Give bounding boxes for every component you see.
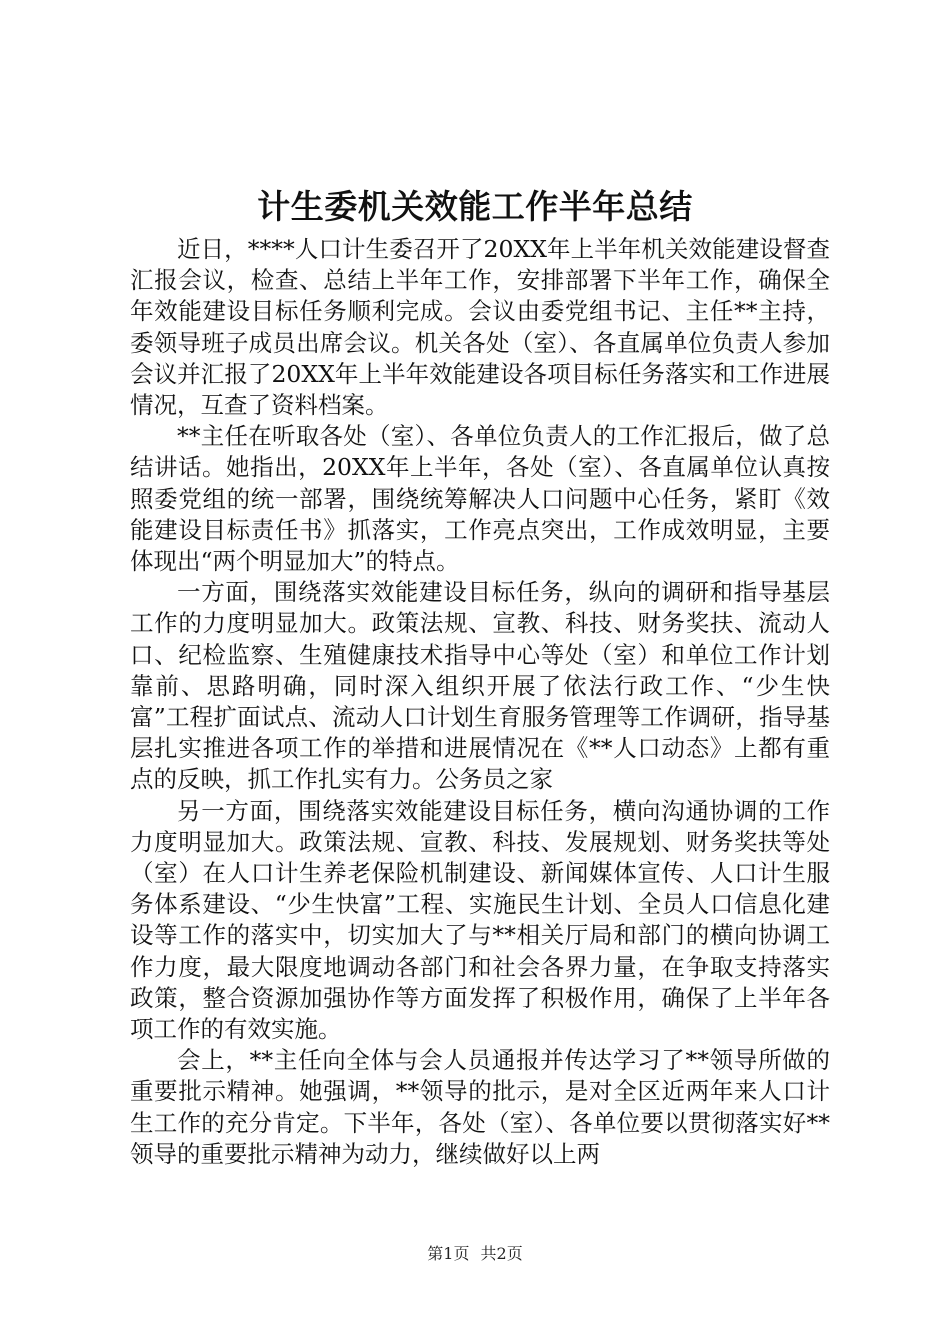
document-body: [130, 234, 830, 1170]
paragraph-5: 会上，**主任向全体与会人员通报并传达学习了**领导所做的重要批示精神。她强调，**领导的批示，是对全区近两年来人口计生工作的充分肯定。下半年，各处（室）、各单位要以贯彻落实好**领导的重要批示精神为动力，继续做好以上两: [130, 1046, 830, 1168]
page-footer: [0, 1242, 950, 1266]
paragraph-3: 一方面，围绕落实效能建设目标任务，纵向的调研和指导基层工作的力度明显加大。政策法规、宣教、科技、财务奖扶、流动人口、纪检监察、生殖健康技术指导中心等处（室）和单位工作计划靠前、思路明确，同时深入组织开展了依法行政工作、“少生快富”工程扩面试点、流动人口计划生育服务管理等工作调研，指导基层扎实推进各项工作的举措和进展情况在《**人口动态》上都有重点的反映，抓工作扎实有力。公务员之家: [130, 578, 830, 794]
document-title: 计生委机关效能工作半年总结: [257, 187, 693, 226]
page-total: 共2页: [480, 1244, 523, 1263]
paragraph-2: **主任在听取各处（室）、各单位负责人的工作汇报后，做了总结讲话。她指出，20XX年上半年，各处（室）、各直属单位认真按照委党组的统一部署，围绕统筹解决人口问题中心任务，紧盯《效能建设目标责任书》抓落实，工作亮点突出，工作成效明显，主要体现出“两个明显加大”的特点。: [130, 422, 830, 576]
paragraph-4: 另一方面，围绕落实效能建设目标任务，横向沟通协调的工作力度明显加大。政策法规、宣教、科技、发展规划、财务奖扶等处（室）在人口计生养老保险机制建设、新闻媒体宣传、人口计生服务体系建设、“少生快富”工程、实施民生计划、全员人口信息化建设等工作的落实中，切实加大了与**相关厅局和部门的横向协调工作力度，最大限度地调动各部门和社会各界力量，在争取支持落实政策，整合资源加强协作等方面发挥了积极作用，确保了上半年各项工作的有效实施。: [130, 796, 830, 1044]
page-number: 第1页: [427, 1244, 470, 1263]
paragraph-1: 近日，****人口计生委召开了20XX年上半年机关效能建设督查汇报会议，检查、总结上半年工作，安排部署下半年工作，确保全年效能建设目标任务顺利完成。会议由委党组书记、主任**主持，委领导班子成员出席会议。机关各处（室）、各直属单位负责人参加会议并汇报了20XX年上半年效能建设各项目标任务落实和工作进展情况，互查了资料档案。: [130, 235, 830, 420]
